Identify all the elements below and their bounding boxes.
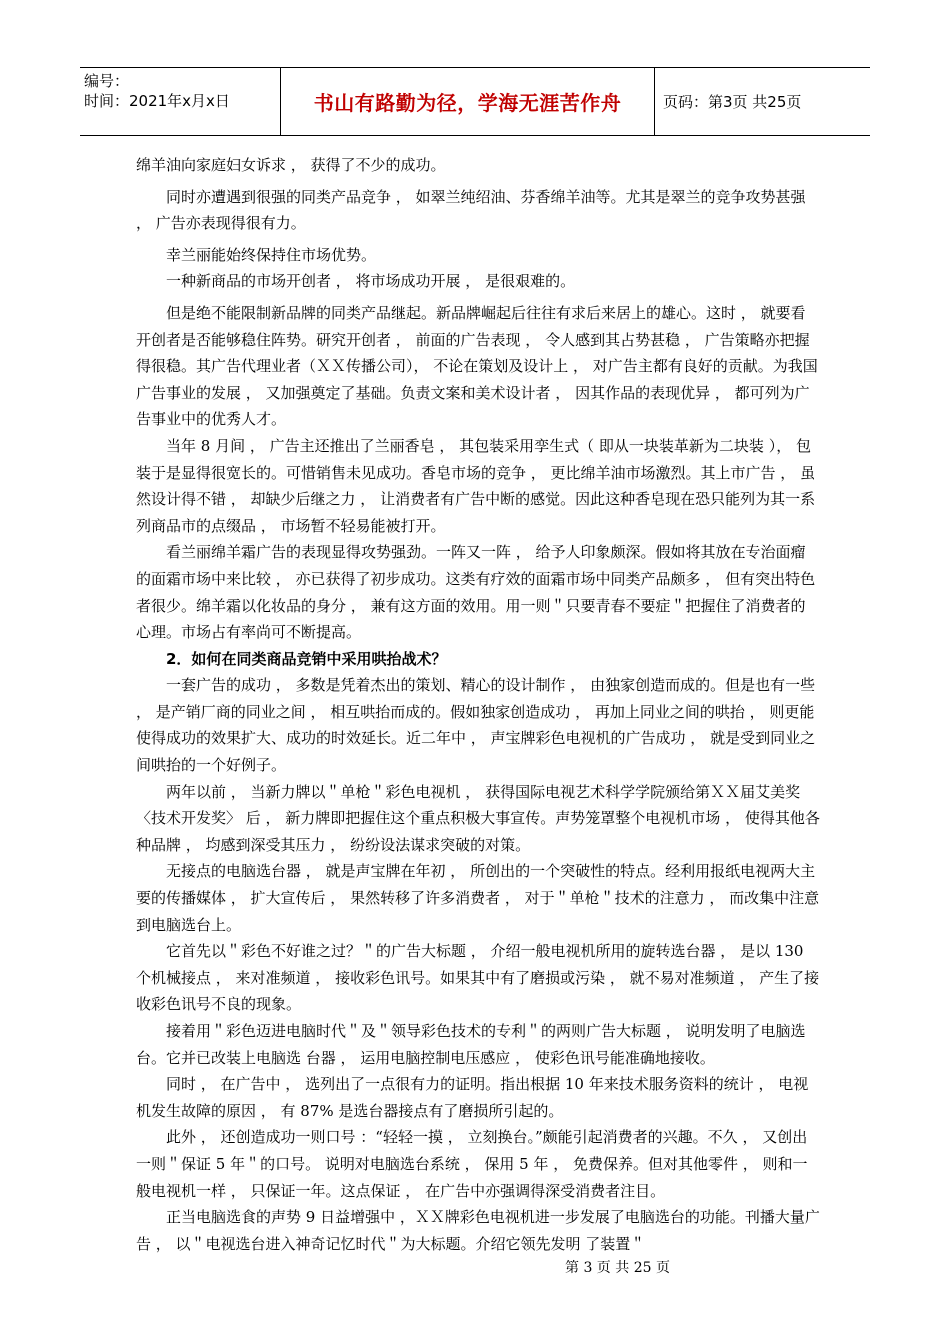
paragraph: 一套广告的成功 ， 多数是凭着杰出的策划、精心的设计制作 ， 由独家创造而成的。但是也有一些 ， 是产销厂商的同业之间 ， 相互哄抬而成的。假如独家创造成功 ， 再加上同业之间的哄抬 ， 则更能使得成功的效果扩大、成功的时效延长。近二年中 ， 声宝牌彩色电视机的广告成功 ， 就是受到同业之间哄抬的一个好例子。 <box>136 676 816 775</box>
paragraph: 一种新商品的市场开创者 ， 将市场成功开展 ， 是很艰难的。 <box>136 272 576 291</box>
document-date-label: 时间：2021年x月x日 <box>84 92 230 110</box>
paragraph: 但是绝不能限制新品牌的同类产品继起。新品牌崛起后往往有求后来居上的雄心。这时 ， 就要看开创者是否能够稳住阵势。研究开创者 ， 前面的广告表现 ， 令人感到其占势甚稳 ， 广告策略亦把握得很稳。其广告代理业者（ＸＸ传播公司）， 不论在策划及设计上 ， 对广告主都有良好的贡献。为我国广告事业的发展 ， 又加强奠定了基础。负责文案和美术设计者 ， 因其作品的表现优异 ， 都可列为广告事业中的优秀人才。 <box>136 303 818 429</box>
paragraph: 两年以前 ， 当新力牌以＂单枪＂彩色电视机 ， 获得国际电视艺术科学学院颁给第ＸＸ届艾美奖〈技术开发奖〉 后 ， 新力牌即把握住这个重点积极大事宣传。声势笼罩整个电视机市场 ， 使得其他各种品牌 ， 均感到深受其压力 ， 纷纷设法谋求突破的对策。 <box>136 782 820 854</box>
paragraph: 当年 8 月间 ， 广告主还推出了兰丽香皂 ， 其包装采用孪生式（ 即从一块装革新为二块装 ）， 包装于是显得很宽长的。可惜销售未见成功。香皂市场的竞争 ， 更比绵羊油市场激烈。其上市广告 ， 虽然设计得不错 ， 却缺少后继之力 ， 让消费者有广告中断的感觉。因此这种香皂现在恐只能列为其一系列商品市的点缀品 ， 市场暂不轻易能被打开。 <box>136 436 816 535</box>
paragraph: 同时亦遭遇到很强的同类产品竞争 ， 如翠兰纯绍油、芬香绵羊油等。尤其是翠兰的竞争攻势甚强 ， 广告亦表现得很有力。 <box>136 187 806 233</box>
paragraph: 接着用＂彩色迈进电脑时代＂及＂领导彩色技术的专利＂的两则广告大标题 ， 说明发明了电脑选台。它并已改装上电脑选 台器 ， 运用电脑控制电压感应 ， 使彩色讯号能准确地接收。 <box>136 1022 806 1067</box>
document-number-label: 编号： <box>84 72 130 90</box>
paragraph: 它首先以＂彩色不好谁之过？＂的广告大标题 ， 介绍一般电视机所用的旋转选台器 ， 是以 130 个机械接点 ， 来对准频道 ， 接收彩色讯号。如果其中有了磨损或污染 ， 就不易对准频道 ， 产生了接收彩色讯号不良的现象。 <box>136 942 820 1014</box>
paragraph: 看兰丽绵羊霜广告的表现显得攻势强劲。一阵又一阵 ， 给予人印象颇深。假如将其放在专治面瘤的面霜市场中来比较 ， 亦已获得了初步成功。这类有疗效的面霜市场中同类产品颇多 ， 但有突出特色者很少。绵羊霜以化妆品的身分 ， 兼有这方面的效用。用一则＂只要青春不要症＂把握住了消费者的心理。市场占有率尚可不断提高。 <box>136 543 816 642</box>
paragraph: 无接点的电脑选台器 ， 就是声宝牌在年初 ， 所创出的一个突破性的特点。经利用报纸电视两大主要的传播媒体 ， 扩大宣传后 ， 果然转移了许多消费者 ， 对于＂单枪＂技术的注意力 ， 而改集中注意到电脑选台上。 <box>136 862 820 934</box>
header-motto: 书山有路勤为径，学海无涯苦作舟 <box>280 68 655 135</box>
paragraph: 正当电脑选食的声势 9 日益增强中 ，ＸＸ牌彩色电视机进一步发展了电脑选台的功能。刊播大量广告 ， 以＂电视选台进入神奇记忆时代＂为大标题。介绍它领先发明 了装置＂ <box>136 1208 820 1253</box>
paragraph: 此外 ， 还创造成功一则口号 ：“轻轻一摸 ， 立刻换台。”颇能引起消费者的兴趣。不久 ， 又创出一则＂保证 5 年＂的口号。 说明对电脑选台系统 ， 保用 5 年 ， 免费保养。但对其他零件 ， 则和一般电视机一样 ， 只保证一年。这点保证 ， 在广告中亦强调得深受消费者注目。 <box>136 1128 808 1200</box>
document-body <box>136 152 820 1257</box>
paragraph: 幸兰丽能始终保持住市场优势。 <box>136 245 377 264</box>
paragraph: 同时 ， 在广告中 ， 选列出了一点很有力的证明。指出根据 10 年来技术服务资料的统计 ， 电视机发生故障的原因 ， 有 87% 是选台器接点有了磨损所引起的。 <box>136 1075 809 1120</box>
header-left-cell <box>80 68 280 135</box>
paragraph: 绵羊油向家庭妇女诉求 ， 获得了不少的成功。 <box>136 156 446 174</box>
page-header <box>80 67 870 136</box>
header-page-number: 页码：第3页 共25页 <box>663 93 802 111</box>
page-footer: 第 3 页 共 25 页 <box>565 1260 670 1276</box>
section-heading: 2．如何在同类商品竞销中采用哄抬战术？ <box>136 649 447 668</box>
